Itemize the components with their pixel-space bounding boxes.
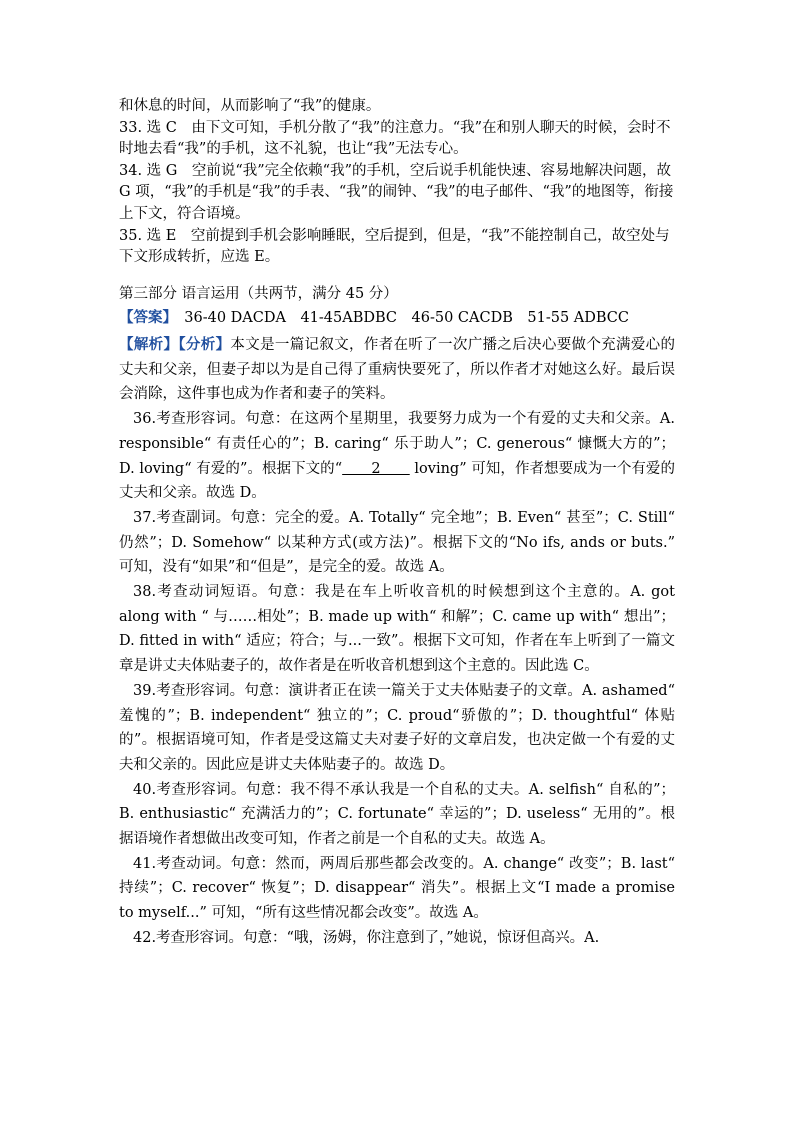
question-36 bbox=[119, 407, 675, 506]
question-42: 42.考查形容词。句意：“哦，汤姆，你注意到了，”她说，惊讶但高兴。A. bbox=[133, 929, 600, 946]
text-line: 和休息的时间，从而影响了“我”的健康。 bbox=[119, 98, 381, 114]
question-40: 40.考查形容词。句意：我不得不承认我是一个自私的丈夫。A. selfish“ 自私的”；B. enthusiastic“ 充满活力的”；C. fortunate“ 幸运的”；D. useless“ 无用的”。根据语境作者想做出改变可知，作者之前是一个自私的丈夫。故选 A。 bbox=[119, 781, 675, 848]
question-36-text-end: loving” 可知，作者想要成为一个有爱的丈夫和父亲。故选 D。 bbox=[119, 460, 675, 502]
section-1-answers bbox=[119, 96, 679, 269]
answer-key-text: 36-40 DACDA 41-45ABDBC 46-50 CACDB 51-55 ADBCC bbox=[169, 310, 629, 326]
question-38: 38.考查动词短语。句意：我是在车上听收音机的时候想到这个主意的。A. got along with “ 与……相处”；B. made up with“ 和解”；C. came up with“ 想出”；D. fitted in with“ 适应；符合；与...一致”。根据下文可知，作者在车上听到了一篇文章是讲丈夫体贴妻子的，故作者是在听收音机想到这个主意的。因此选 C。 bbox=[119, 584, 675, 675]
answer-label: 【答案】 bbox=[119, 309, 170, 326]
answer-34: 34. 选 G 空前说“我”完全依赖“我”的手机，空后说手机能快速、容易地解决问题，故 G 项，“我”的手机是“我”的手表、“我”的闹钟、“我”的电子邮件、“我”的地图等，衔接上下文，符合语境。 bbox=[119, 162, 674, 222]
question-41: 41.考查动词。句意：然而，两周后那些都会改变的。A. change“ 改变”；B. last“ 持续”；C. recover“ 恢复”；D. disappear“ 消失”。根据上文“I made a promise to myself...” 可知，“所有这些情况都会改变”。故选 A。 bbox=[119, 855, 675, 922]
analysis-paragraph bbox=[119, 333, 675, 407]
analysis-label: 【解析】【分析】 bbox=[119, 336, 231, 353]
question-39: 39.考查形容词。句意：演讲者正在读一篇关于丈夫体贴妻子的文章。A. ashamed“ 羞愧的”；B. independent“ 独立的”；C. proud“骄傲的”；D. thoughtful“ 体贴的”。根据语境可知，作者是受这篇丈夫对妻子好的文章启发，也决定做一个有爱的丈夫和父亲的。因此应是讲丈夫体贴妻子的。故选 D。 bbox=[119, 682, 675, 773]
analysis-text: 本文是一篇记叙文，作者在听了一次广播之后决心要做个充满爱心的丈夫和父亲，但妻子却以为是自己得了重病快要死了，所以作者才对她这么好。最后误会消除，这件事也成为作者和妻子的笑料。 bbox=[119, 337, 676, 403]
analysis-section bbox=[119, 333, 675, 951]
answer-33: 33. 选 C 由下文可知，手机分散了“我”的注意力。“我”在和别人聊天的时候，会时不时地去看“我”的手机，这不礼貌，也让“我”无法专心。 bbox=[119, 119, 671, 158]
answer-key-line bbox=[119, 308, 629, 328]
question-36-text: 36.考查形容词。句意：在这两个星期里，我要努力成为一个有爱的丈夫和父亲。A. responsible“ 有责任心的”；B. caring“ 乐于助人”；C. generous“ 慷慨大方的”；D. loving“ 有爱的”。根据下文的“ bbox=[119, 411, 675, 477]
answer-35: 35. 选 E 空前提到手机会影响睡眠，空后提到，但是，“我”不能控制自己，故空处与下文形成转折，应选 E。 bbox=[119, 227, 670, 266]
question-37: 37.考查副词。句意：完全的爱。A. Totally“ 完全地”；B. Even“ 甚至”；C. Still“ 仍然”；D. Somehow“ 以某种方式(或方法)”。根据下文的“No ifs, ands or buts.” 可知，没有“如果”和“但是”，是完全的爱。故选 A。 bbox=[119, 509, 675, 576]
blank-2: 2 bbox=[342, 460, 410, 477]
section-3-heading: 第三部分 语言运用（共两节，满分 45 分） bbox=[119, 286, 398, 302]
